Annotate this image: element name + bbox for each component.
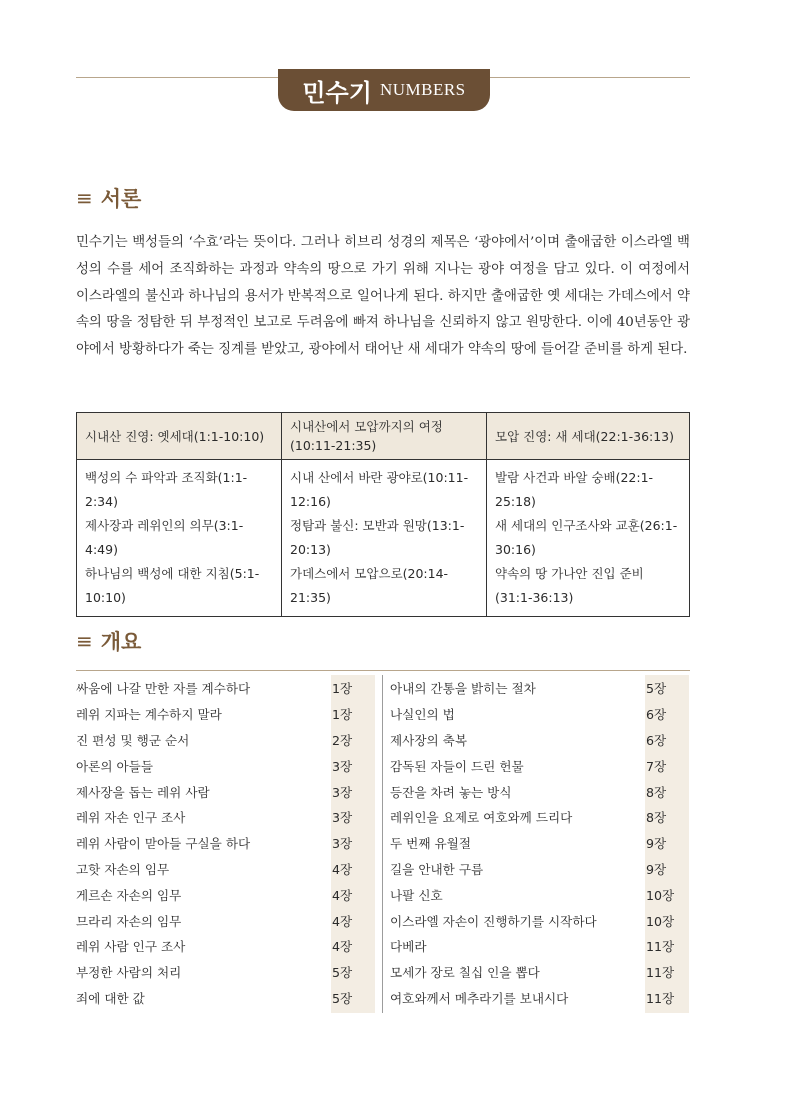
- overview-item-title: 나실인의 법: [390, 707, 455, 723]
- overview-list-item: [76, 856, 370, 882]
- summary-table-header-row: [77, 413, 690, 460]
- overview-item-chapter: 3장: [332, 784, 353, 800]
- overview-item-chapter: 5장: [332, 965, 353, 981]
- summary-item: 가데스에서 모압으로(20:14-21:35): [290, 566, 449, 605]
- overview-item-title: 므라리 자손의 임무: [76, 913, 182, 929]
- overview-list-item: [390, 985, 684, 1011]
- overview-list-item: [390, 907, 684, 933]
- overview-list-item: [390, 727, 684, 753]
- list-icon: ≡: [76, 629, 93, 653]
- summary-header-2: 시내산에서 모압까지의 여정(10:11-21:35): [282, 413, 487, 460]
- summary-item: 약속의 땅 가나안 진입 준비(31:1-36:13): [495, 566, 644, 605]
- overview-item-title: 등잔을 차려 놓는 방식: [390, 784, 512, 800]
- overview-item-title: 고핫 자손의 임무: [76, 861, 170, 877]
- overview-list-item: [390, 804, 684, 830]
- overview-item-title: 길을 안내한 구름: [390, 861, 484, 877]
- overview-item-chapter: 1장: [332, 707, 353, 723]
- overview-item-chapter: 6장: [646, 707, 667, 723]
- overview-item-chapter: 7장: [646, 758, 667, 774]
- overview-list-item: [390, 959, 684, 985]
- overview-item-chapter: 9장: [646, 836, 667, 852]
- overview-item-title: 여호와께서 메추라기를 보내시다: [390, 990, 569, 1006]
- overview-item-chapter: 11장: [646, 965, 675, 981]
- overview-item-chapter: 10장: [646, 913, 675, 929]
- overview-item-title: 감독된 자들이 드린 헌물: [390, 758, 524, 774]
- overview-heading-text: 개요: [100, 630, 142, 654]
- overview-item-chapter: 8장: [646, 810, 667, 826]
- overview-list-item: [390, 675, 684, 701]
- overview-item-chapter: 4장: [332, 861, 353, 877]
- overview-item-chapter: 9장: [646, 861, 667, 877]
- overview-list-item: [76, 804, 370, 830]
- overview-item-chapter: 4장: [332, 913, 353, 929]
- overview-list-item: [76, 701, 370, 727]
- overview-rule: [76, 670, 690, 671]
- book-title-english: NUMBERS: [379, 80, 466, 99]
- summary-cell-1: [77, 460, 282, 617]
- overview-item-title: 레위인을 요제로 여호와께 드리다: [390, 810, 573, 826]
- summary-item: 시내 산에서 바란 광야로(10:11-12:16): [290, 470, 469, 509]
- overview-item-chapter: 4장: [332, 939, 353, 955]
- overview-heading: [76, 626, 141, 656]
- overview-list-item: [76, 985, 370, 1011]
- overview-list-item: [390, 933, 684, 959]
- overview-item-chapter: 6장: [646, 732, 667, 748]
- overview-list-item: [390, 881, 684, 907]
- overview-item-title: 레위 지파는 계수하지 말라: [76, 707, 222, 723]
- summary-item: 발람 사건과 바알 숭배(22:1-25:18): [495, 470, 654, 509]
- book-title-tab: [278, 69, 490, 111]
- overview-item-title: 제사장의 축복: [390, 732, 467, 748]
- intro-heading-text: 서론: [100, 187, 142, 211]
- overview-list-item: [76, 907, 370, 933]
- overview-list-item: [390, 752, 684, 778]
- overview-list-item: [390, 701, 684, 727]
- book-title-korean: 민수기: [302, 78, 372, 107]
- summary-header-3: 모압 진영: 새 세대(22:1-36:13): [487, 413, 690, 460]
- summary-item: 하나님의 백성에 대한 지침(5:1-10:10): [85, 566, 260, 605]
- intro-paragraph: 민수기는 백성들의 ‘수효’라는 뜻이다. 그러나 히브리 성경의 제목은 ‘광야에서’이며 출애굽한 이스라엘 백성의 수를 세어 조직화하는 과정과 약속의 땅으로 가기 위해 지나는 광야 여정을 담고 있다. 이 여정에서 이스라엘의 불신과 하나님의 용서가 반복적으로 일어나게 된다. 하지만 출애굽한 옛 세대는 가데스에서 약속의 땅을 정탐한 뒤 부정적인 보고로 두려움에 빠져 하나님을 신뢰하지 않고 원망한다. 이에 40년동안 광야에서 방황하다가 죽는 징계를 받았고, 광야에서 태어난 새 세대가 약속의 땅에 들어갈 준비를 하게 된다.: [76, 235, 690, 358]
- overview-item-title: 아론의 아들들: [76, 758, 153, 774]
- overview-item-chapter: 10장: [646, 887, 675, 903]
- summary-header-1: 시내산 진영: 옛세대(1:1-10:10): [77, 413, 282, 460]
- overview-list-item: [390, 856, 684, 882]
- overview-list-item: [76, 727, 370, 753]
- overview-item-title: 아내의 간통을 밝히는 절차: [390, 681, 536, 697]
- overview-item-title: 레위 자손 인구 조사: [76, 810, 186, 826]
- overview-list-item: [76, 830, 370, 856]
- overview-left-column: [76, 675, 370, 1010]
- summary-cell-3: [487, 460, 690, 617]
- overview-list-item: [76, 959, 370, 985]
- overview-list-item: [390, 830, 684, 856]
- summary-item: 새 세대의 인구조사와 교훈(26:1-30:16): [495, 518, 678, 557]
- overview-item-chapter: 11장: [646, 990, 675, 1006]
- overview-item-chapter: 3장: [332, 836, 353, 852]
- overview-list-item: [390, 778, 684, 804]
- intro-heading: [76, 183, 141, 213]
- summary-table: [76, 412, 690, 617]
- overview-item-title: 제사장을 돕는 레위 사람: [76, 784, 210, 800]
- overview-list-item: [76, 778, 370, 804]
- overview-item-title: 모세가 장로 칠십 인을 뽑다: [390, 965, 540, 981]
- summary-item: 제사장과 레위인의 의무(3:1-4:49): [85, 518, 244, 557]
- overview-item-chapter: 8장: [646, 784, 667, 800]
- overview-item-chapter: 11장: [646, 939, 675, 955]
- overview-list-item: [76, 933, 370, 959]
- summary-table-body-row: [77, 460, 690, 617]
- overview-item-title: 싸움에 나갈 만한 자를 계수하다: [76, 681, 251, 697]
- overview-item-title: 나팔 신호: [390, 887, 443, 903]
- overview-item-title: 죄에 대한 값: [76, 990, 145, 1006]
- overview-item-chapter: 3장: [332, 810, 353, 826]
- list-icon: ≡: [76, 186, 93, 210]
- summary-item: 백성의 수 파악과 조직화(1:1-2:34): [85, 470, 248, 509]
- summary-item: 정탐과 불신: 모반과 원망(13:1-20:13): [290, 518, 465, 557]
- overview-list-item: [76, 675, 370, 701]
- overview-item-chapter: 5장: [332, 990, 353, 1006]
- overview-item-title: 레위 사람 인구 조사: [76, 939, 186, 955]
- overview-list-item: [76, 752, 370, 778]
- overview-item-chapter: 3장: [332, 758, 353, 774]
- overview-item-chapter: 2장: [332, 732, 353, 748]
- overview-right-column: [390, 675, 684, 1010]
- overview-item-chapter: 5장: [646, 681, 667, 697]
- summary-cell-2: [282, 460, 487, 617]
- column-divider: [382, 675, 383, 1013]
- overview-item-title: 이스라엘 자손이 진행하기를 시작하다: [390, 913, 597, 929]
- overview-item-title: 진 편성 및 행군 순서: [76, 732, 190, 748]
- overview-item-title: 부정한 사람의 처리: [76, 965, 182, 981]
- overview-item-chapter: 1장: [332, 681, 353, 697]
- overview-list-item: [76, 881, 370, 907]
- overview-item-title: 레위 사람이 맏아들 구실을 하다: [76, 836, 251, 852]
- overview-item-title: 다베라: [390, 939, 427, 955]
- overview-item-chapter: 4장: [332, 887, 353, 903]
- overview-item-title: 두 번째 유월절: [390, 836, 471, 852]
- overview-item-title: 게르손 자손의 임무: [76, 887, 182, 903]
